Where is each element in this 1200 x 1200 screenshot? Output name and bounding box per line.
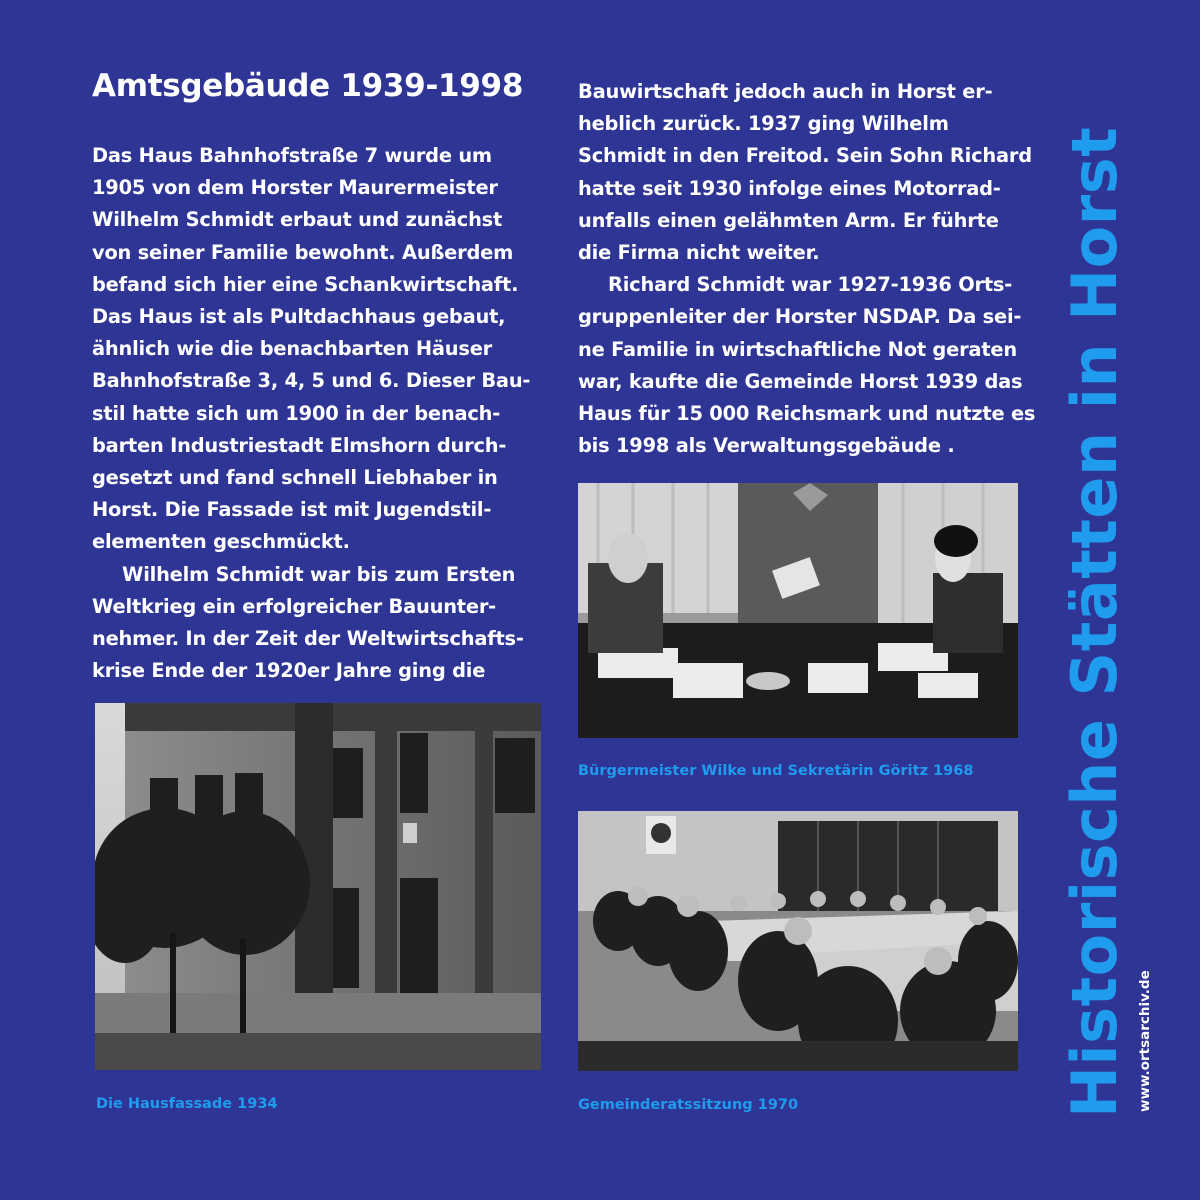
council-photo-image <box>578 811 1018 1071</box>
text-line: Bahnhofstraße 3, 4, 5 und 6. Dieser Bau- <box>92 369 531 393</box>
page-title: Amtsgebäude 1939-1998 <box>92 68 524 104</box>
text-line: Horst. Die Fassade ist mit Jugendstil- <box>92 498 492 522</box>
text-line: gesetzt und fand schnell Liebhaber in <box>92 466 498 490</box>
text-line: Das Haus Bahnhofstraße 7 wurde um <box>92 144 492 167</box>
text-line: unfalls einen gelähmten Arm. Er führte <box>578 208 999 232</box>
text-line: heblich zurück. 1937 ging Wilhelm <box>578 112 949 136</box>
caption-office: Bürgermeister Wilke und Sekretärin Göritz 1968 <box>578 763 974 779</box>
text-line: war, kaufte die Gemeinde Horst 1939 das <box>578 369 1023 393</box>
text-column-left <box>92 140 552 687</box>
text-line: stil hatte sich um 1900 in der benach- <box>92 401 501 425</box>
series-title-vertical: Historische Stätten in Horst <box>1058 126 1131 1118</box>
text-column-right <box>578 76 1048 462</box>
text-line: ne Familie in wirtschaftliche Not geraten <box>578 337 1017 361</box>
text-line: bis 1998 als Verwaltungsgebäude . <box>578 434 955 458</box>
text-line: Weltkrieg ein erfolgreicher Bauunter- <box>92 594 497 618</box>
facade-photo-image <box>95 703 541 1070</box>
text-line: Wilhelm Schmidt war bis zum Ersten <box>122 562 516 586</box>
photo-council <box>578 811 1018 1071</box>
caption-facade: Die Hausfassade 1934 <box>96 1096 278 1112</box>
photo-office <box>578 483 1018 738</box>
text-line: Richard Schmidt war 1927-1936 Orts- <box>608 273 1013 297</box>
website-url[interactable]: www.ortsarchiv.de <box>1137 970 1153 1112</box>
caption-council: Gemeinderatssitzung 1970 <box>578 1097 799 1113</box>
text-line: elementen geschmückt. <box>92 530 350 554</box>
text-line: Haus für 15 000 Reichsmark und nutzte es <box>578 402 1036 426</box>
text-line: Bauwirtschaft jedoch auch in Horst er- <box>578 80 993 103</box>
text-line: nehmer. In der Zeit der Weltwirtschafts- <box>92 627 524 651</box>
text-line: hatte seit 1930 infolge eines Motorrad- <box>578 176 1001 200</box>
photo-facade <box>95 703 541 1070</box>
text-line: die Firma nicht weiter. <box>578 241 820 265</box>
text-line: Wilhelm Schmidt erbaut und zunächst <box>92 208 503 232</box>
text-line: von seiner Familie bewohnt. Außerdem <box>92 240 514 264</box>
text-line: krise Ende der 1920er Jahre ging die <box>92 659 486 683</box>
text-line: gruppenleiter der Horster NSDAP. Da sei- <box>578 305 1022 329</box>
text-line: ähnlich wie die benachbarten Häuser <box>92 337 493 361</box>
text-line: Das Haus ist als Pultdachhaus gebaut, <box>92 305 506 329</box>
text-line: Schmidt in den Freitod. Sein Sohn Richard <box>578 144 1032 168</box>
text-line: barten Industriestadt Elmshorn durch- <box>92 433 507 457</box>
text-line: befand sich hier eine Schankwirtschaft. <box>92 272 519 296</box>
office-photo-image <box>578 483 1018 738</box>
text-line: 1905 von dem Horster Maurermeister <box>92 176 498 200</box>
